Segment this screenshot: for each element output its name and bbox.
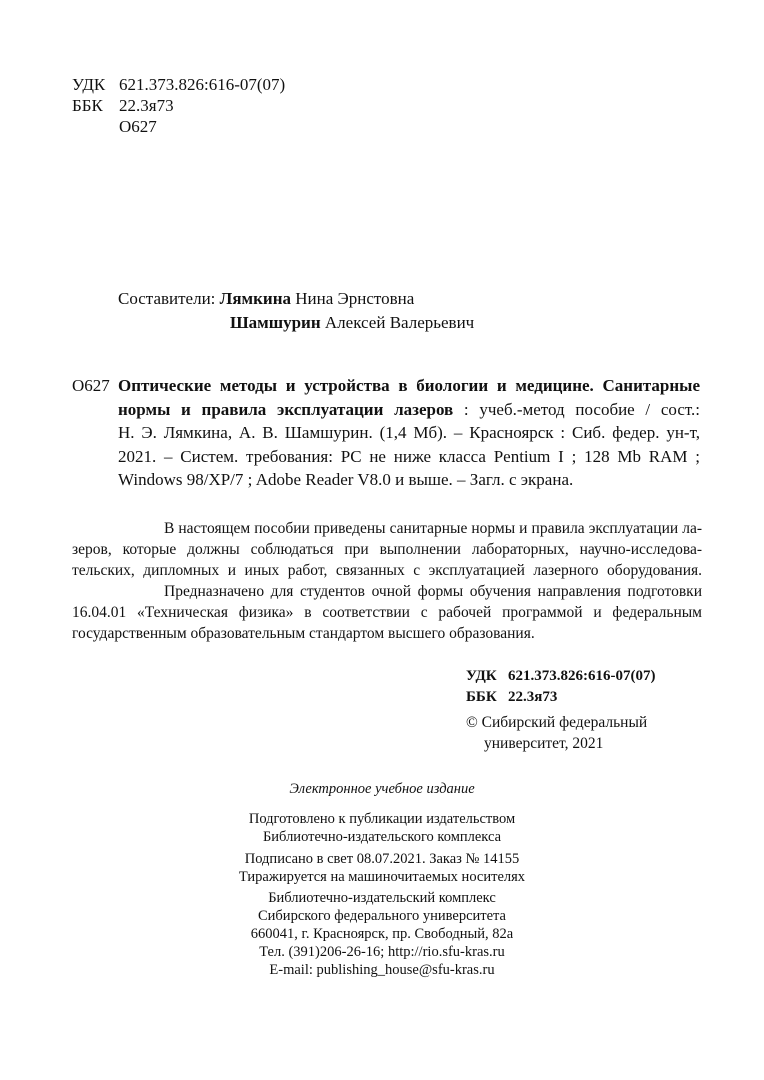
address-line-5: E-mail: publishing_house@sfu-kras.ru (269, 962, 495, 978)
preparation-line-2: Библиотечно-издательского комплекса (262, 829, 502, 845)
bib-title-part-1: Оптические методы и устройства в биологии и медицине. Санитарные (118, 376, 700, 395)
bbk-label-bottom: ББК (466, 689, 497, 705)
annotation-p1-line-2: зеров, которые должны соблюдаться при выполнении лабораторных, научно-исследова- (72, 541, 702, 558)
compiler-1-surname: Лямкина (219, 289, 291, 308)
copyright-block (466, 712, 647, 754)
bib-line-4: 2021. – Систем. требования: PC не ниже класса Pentium I ; 128 Mb RAM ; (118, 446, 700, 466)
bbk-line (72, 95, 285, 116)
publication-block (0, 850, 764, 886)
annotation-p2-line-2: 16.04.01 «Техническая физика» в соответствии с рабочей программой и федеральным (72, 604, 702, 621)
edition-type: Электронное учебное издание (289, 781, 475, 797)
classification-block-top (72, 74, 285, 137)
bib-line-2 (72, 398, 700, 422)
compiler-2 (118, 311, 474, 335)
copyright-line-2: университет, 2021 (484, 735, 604, 752)
bibliographic-entry (72, 374, 700, 492)
classification-block-bottom (466, 666, 655, 708)
replication-line: Тиражируется на машиночитаемых носителях (238, 869, 526, 885)
udk-label: УДК (72, 75, 106, 94)
bbk-value-bottom: 22.3я73 (508, 689, 558, 705)
bbk-value: 22.3я73 (119, 96, 174, 115)
annotation-p2-line-1: Предназначено для студентов очной формы обучения направления подготовки (164, 583, 702, 600)
compilers-label: Составители: (118, 289, 216, 308)
bib-line-3: Н. Э. Лямкина, А. В. Шамшурин. (1,4 Мб). – Красноярск : Сиб. федер. ун-т, (118, 423, 700, 442)
signed-line: Подписано в свет 08.07.2021. Заказ № 14155 (244, 851, 520, 867)
publisher-address-block (0, 889, 764, 979)
bib-line-1 (72, 374, 700, 398)
bib-code: О627 (72, 376, 110, 395)
bib-title-part-2: нормы и правила эксплуатации лазеров (118, 399, 454, 419)
compiler-1-name: Нина Эрнстовна (295, 289, 415, 308)
udk-value-bottom: 621.373.826:616-07(07) (508, 668, 656, 684)
udk-value: 621.373.826:616-07(07) (119, 75, 286, 94)
bbk-label: ББК (72, 96, 103, 115)
preparation-line-1: Подготовлено к публикации издательством (248, 811, 516, 827)
annotation-p1-line-1: В настоящем пособии приведены санитарные нормы и правила эксплуатации ла- (164, 520, 702, 537)
author-code: О627 (119, 117, 157, 136)
address-line-2: Сибирского федерального университета (258, 908, 506, 924)
address-line-1: Библиотечно-издательский комплекс (268, 890, 496, 906)
bbk-line-bottom (466, 687, 655, 708)
compiler-2-name: Алексей Валерьевич (324, 313, 475, 332)
udk-line (72, 74, 285, 95)
preparation-block (0, 810, 764, 846)
udk-line-bottom (466, 666, 655, 687)
bib-details: : учеб.-метод пособие / сост.: (463, 399, 700, 419)
annotation (72, 518, 702, 644)
copyright-line-1: © Сибирский федеральный (466, 714, 648, 731)
annotation-p2-line-3: государственным образовательным стандартом высшего образования. (72, 625, 535, 642)
compilers-block (118, 287, 474, 335)
annotation-p1-line-3: тельских, дипломных и иных работ, связанных с эксплуатацией лазерного оборудования. (72, 562, 702, 579)
compiler-1 (118, 287, 474, 311)
address-line-3: 660041, г. Красноярск, пр. Свободный, 82а (250, 926, 514, 942)
bib-line-5: Windows 98/XP/7 ; Adobe Reader V8.0 и выше. – Загл. с экрана. (118, 470, 574, 489)
address-line-4: Тел. (391)206-26-16; http://rio.sfu-kras.ru (259, 944, 505, 960)
udk-label-bottom: УДК (466, 668, 497, 684)
compiler-2-surname: Шамшурин (230, 313, 321, 332)
